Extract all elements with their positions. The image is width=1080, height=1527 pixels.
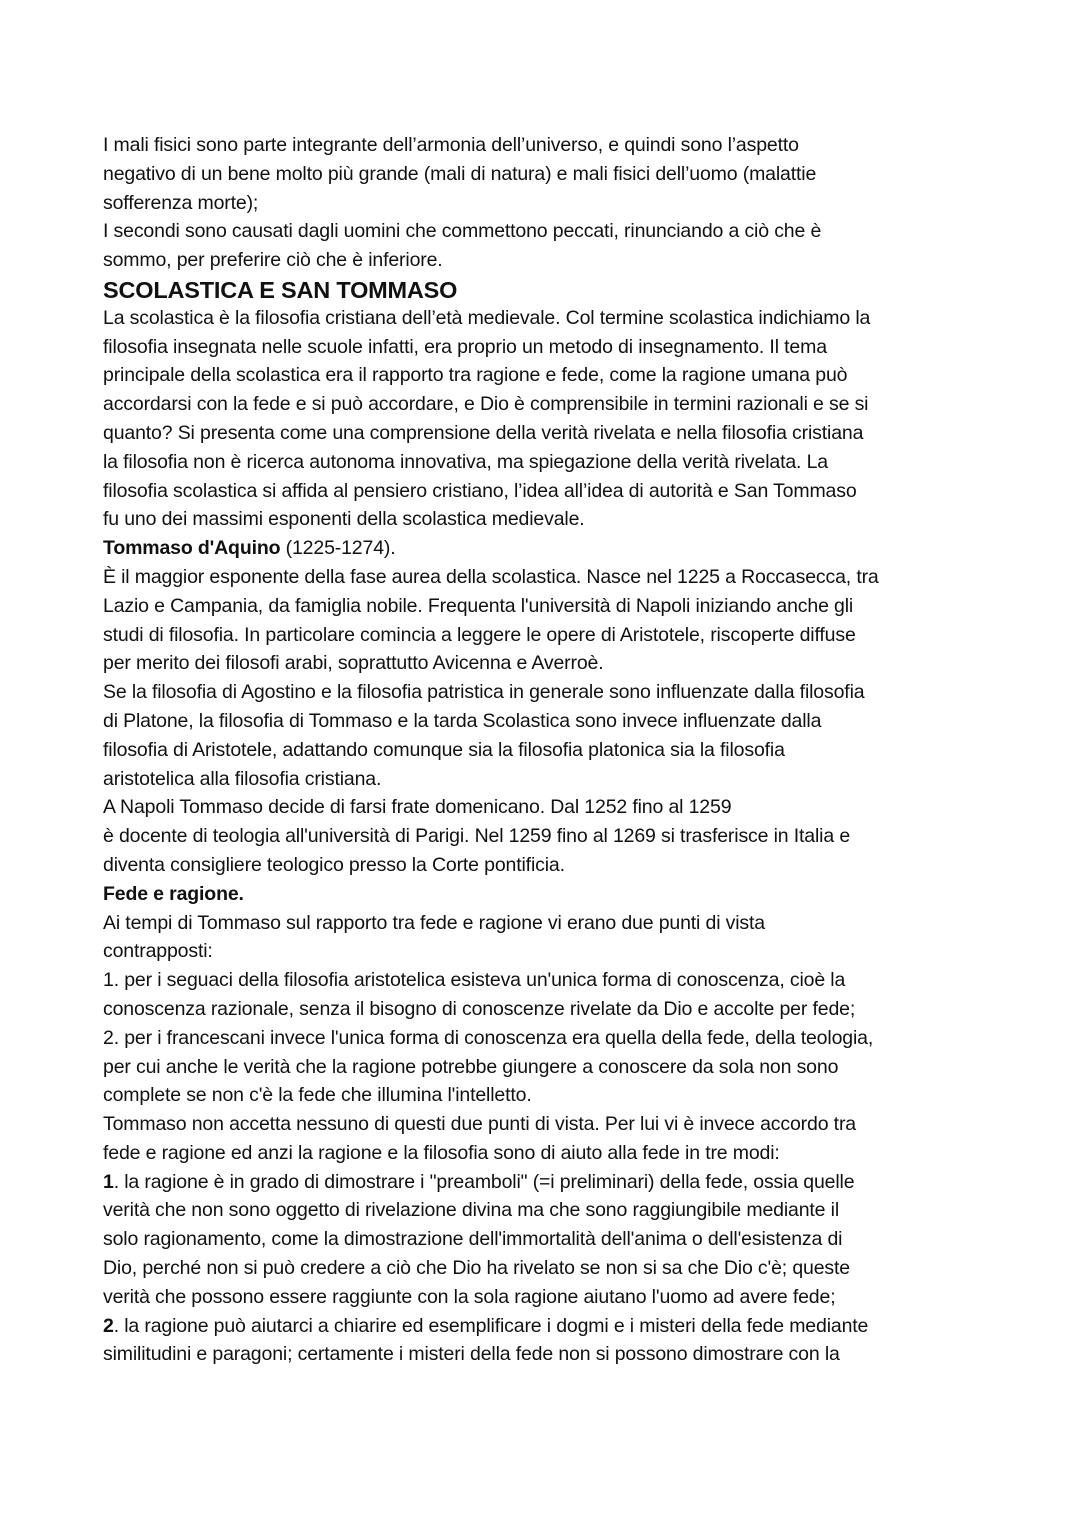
text-line: Se la filosofia di Agostino e la filosofia patristica in generale sono influenzate dalla filosofia [103,681,865,704]
text-line: Dio, perché non si può credere a ciò che Dio ha rivelato se non si sa che Dio c'è; queste [103,1257,850,1280]
text-fragment: . la ragione può aiutarci a chiarire ed esemplificare i dogmi e i misteri della fede mediante [113,1314,869,1337]
scolastica-paragraph [103,304,983,534]
text-line: per cui anche le verità che la ragione potrebbe giungere a conoscere da sola non sono [103,1055,839,1078]
text-line: complete se non c'è la fede che illumina l'intelletto. [103,1084,532,1107]
text-line: 1. per i seguaci della filosofia aristotelica esisteva un'unica forma di conoscenza, cioè la [103,969,846,992]
text-line: filosofia di Aristotele, adattando comunque sia la filosofia platonica sia la filosofia [103,738,785,761]
section-title: SCOLASTICA E SAN TOMMASO [103,276,458,303]
text-line: I secondi sono causati dagli uomini che commettono peccati, rinunciando a ciò che è [103,220,822,243]
list-number: 1 [103,1170,114,1193]
text-line: La scolastica è la filosofia cristiana dell’età medievale. Col termine scolastica indichiamo la [103,306,871,329]
text-line: fede e ragione ed anzi la ragione e la filosofia sono di aiuto alla fede in tre modi: [103,1141,780,1164]
text-line: 2. per i francescani invece l'unica forma di conoscenza era quella della fede, della teologia, [103,1026,874,1049]
text-line: principale della scolastica era il rapporto tra ragione e fede, come la ragione umana può [103,364,848,387]
text-line: aristotelica alla filosofia cristiana. [103,767,382,790]
modo-2 [103,1312,983,1370]
text-fragment: . la ragione è in grado di dimostrare i "preamboli" (=i preliminari) della fede, ossia quelle [113,1170,855,1193]
text-line: sommo, per preferire ciò che è inferiore. [103,249,443,272]
text-line: è docente di teologia all'università di Parigi. Nel 1259 fino al 1269 si trasferisce in Italia e [103,825,851,848]
text-line: filosofia insegnata nelle scuole infatti, era proprio un metodo di insegnamento. Il tema [103,335,827,358]
list-number: 2 [103,1314,114,1337]
fede-heading [103,880,983,909]
modo-1 [103,1168,983,1312]
text-line: quanto? Si presenta come una comprensione della verità rivelata e nella filosofia cristiana [103,421,864,444]
text-line: sofferenza morte); [103,191,259,214]
text-line: di Platone, la filosofia di Tommaso e la tarda Scolastica sono invece influenzate dalla [103,709,822,732]
text-line: negativo di un bene molto più grande (mali di natura) e mali fisici dell’uomo (malattie [103,162,817,185]
text-line: contrapposti: [103,940,213,963]
text-line: verità che non sono oggetto di rivelazione divina ma che sono raggiungibile mediante il [103,1199,840,1222]
text-line: solo ragionamento, come la dimostrazione dell'immortalità dell'anima o dell'esistenza di [103,1228,843,1251]
text-line: la filosofia non è ricerca autonoma innovativa, ma spiegazione della verità rivelata. La [103,450,828,473]
tommaso-heading [103,534,983,563]
fede-heading-text: Fede e ragione. [103,882,244,905]
fede-paragraph [103,909,983,1168]
text-line [103,1168,983,1197]
text-line: A Napoli Tommaso decide di farsi frate domenicano. Dal 1252 fino al 1259 [103,796,732,819]
text-line [103,1312,983,1341]
text-line: È il maggior esponente della fase aurea della scolastica. Nasce nel 1225 a Roccasecca, tra [103,565,879,588]
text-line: accordarsi con la fede e si può accordare, e Dio è comprensibile in termini razionali e se si [103,393,869,416]
intro-paragraph [103,131,983,275]
text-line: similitudini e paragoni; certamente i misteri della fede non si possono dimostrare con la [103,1343,840,1366]
text-line: verità che possono essere raggiunte con la sola ragione aiutano l'uomo ad avere fede; [103,1285,836,1308]
text-line: Lazio e Campania, da famiglia nobile. Frequenta l'università di Napoli iniziando anche gli [103,594,854,617]
text-line: filosofia scolastica si affida al pensiero cristiano, l’idea all’idea di autorità e San Tommaso [103,479,857,502]
text-line: Tommaso non accetta nessuno di questi due punti di vista. Per lui vi è invece accordo tra [103,1113,856,1136]
text-line: diventa consigliere teologico presso la Corte pontificia. [103,853,565,876]
text-line: I mali fisici sono parte integrante dell’armonia dell’universo, e quindi sono l’aspetto [103,134,799,156]
text-line: conoscenza razionale, senza il bisogno di conoscenze rivelate da Dio e accolte per fede; [103,997,856,1020]
text-line: Ai tempi di Tommaso sul rapporto tra fede e ragione vi erano due punti di vista [103,911,765,934]
tommaso-paragraph [103,563,983,880]
tommaso-dates: (1225-1274). [280,537,396,560]
text-line: fu uno dei massimi esponenti della scolastica medievale. [103,508,585,531]
text-line: studi di filosofia. In particolare comincia a leggere le opere di Aristotele, riscoperte diffuse [103,623,856,646]
text-line: per merito dei filosofi arabi, soprattutto Avicenna e Averroè. [103,652,604,675]
tommaso-name: Tommaso d'Aquino [103,537,281,560]
document-page [103,131,983,1369]
